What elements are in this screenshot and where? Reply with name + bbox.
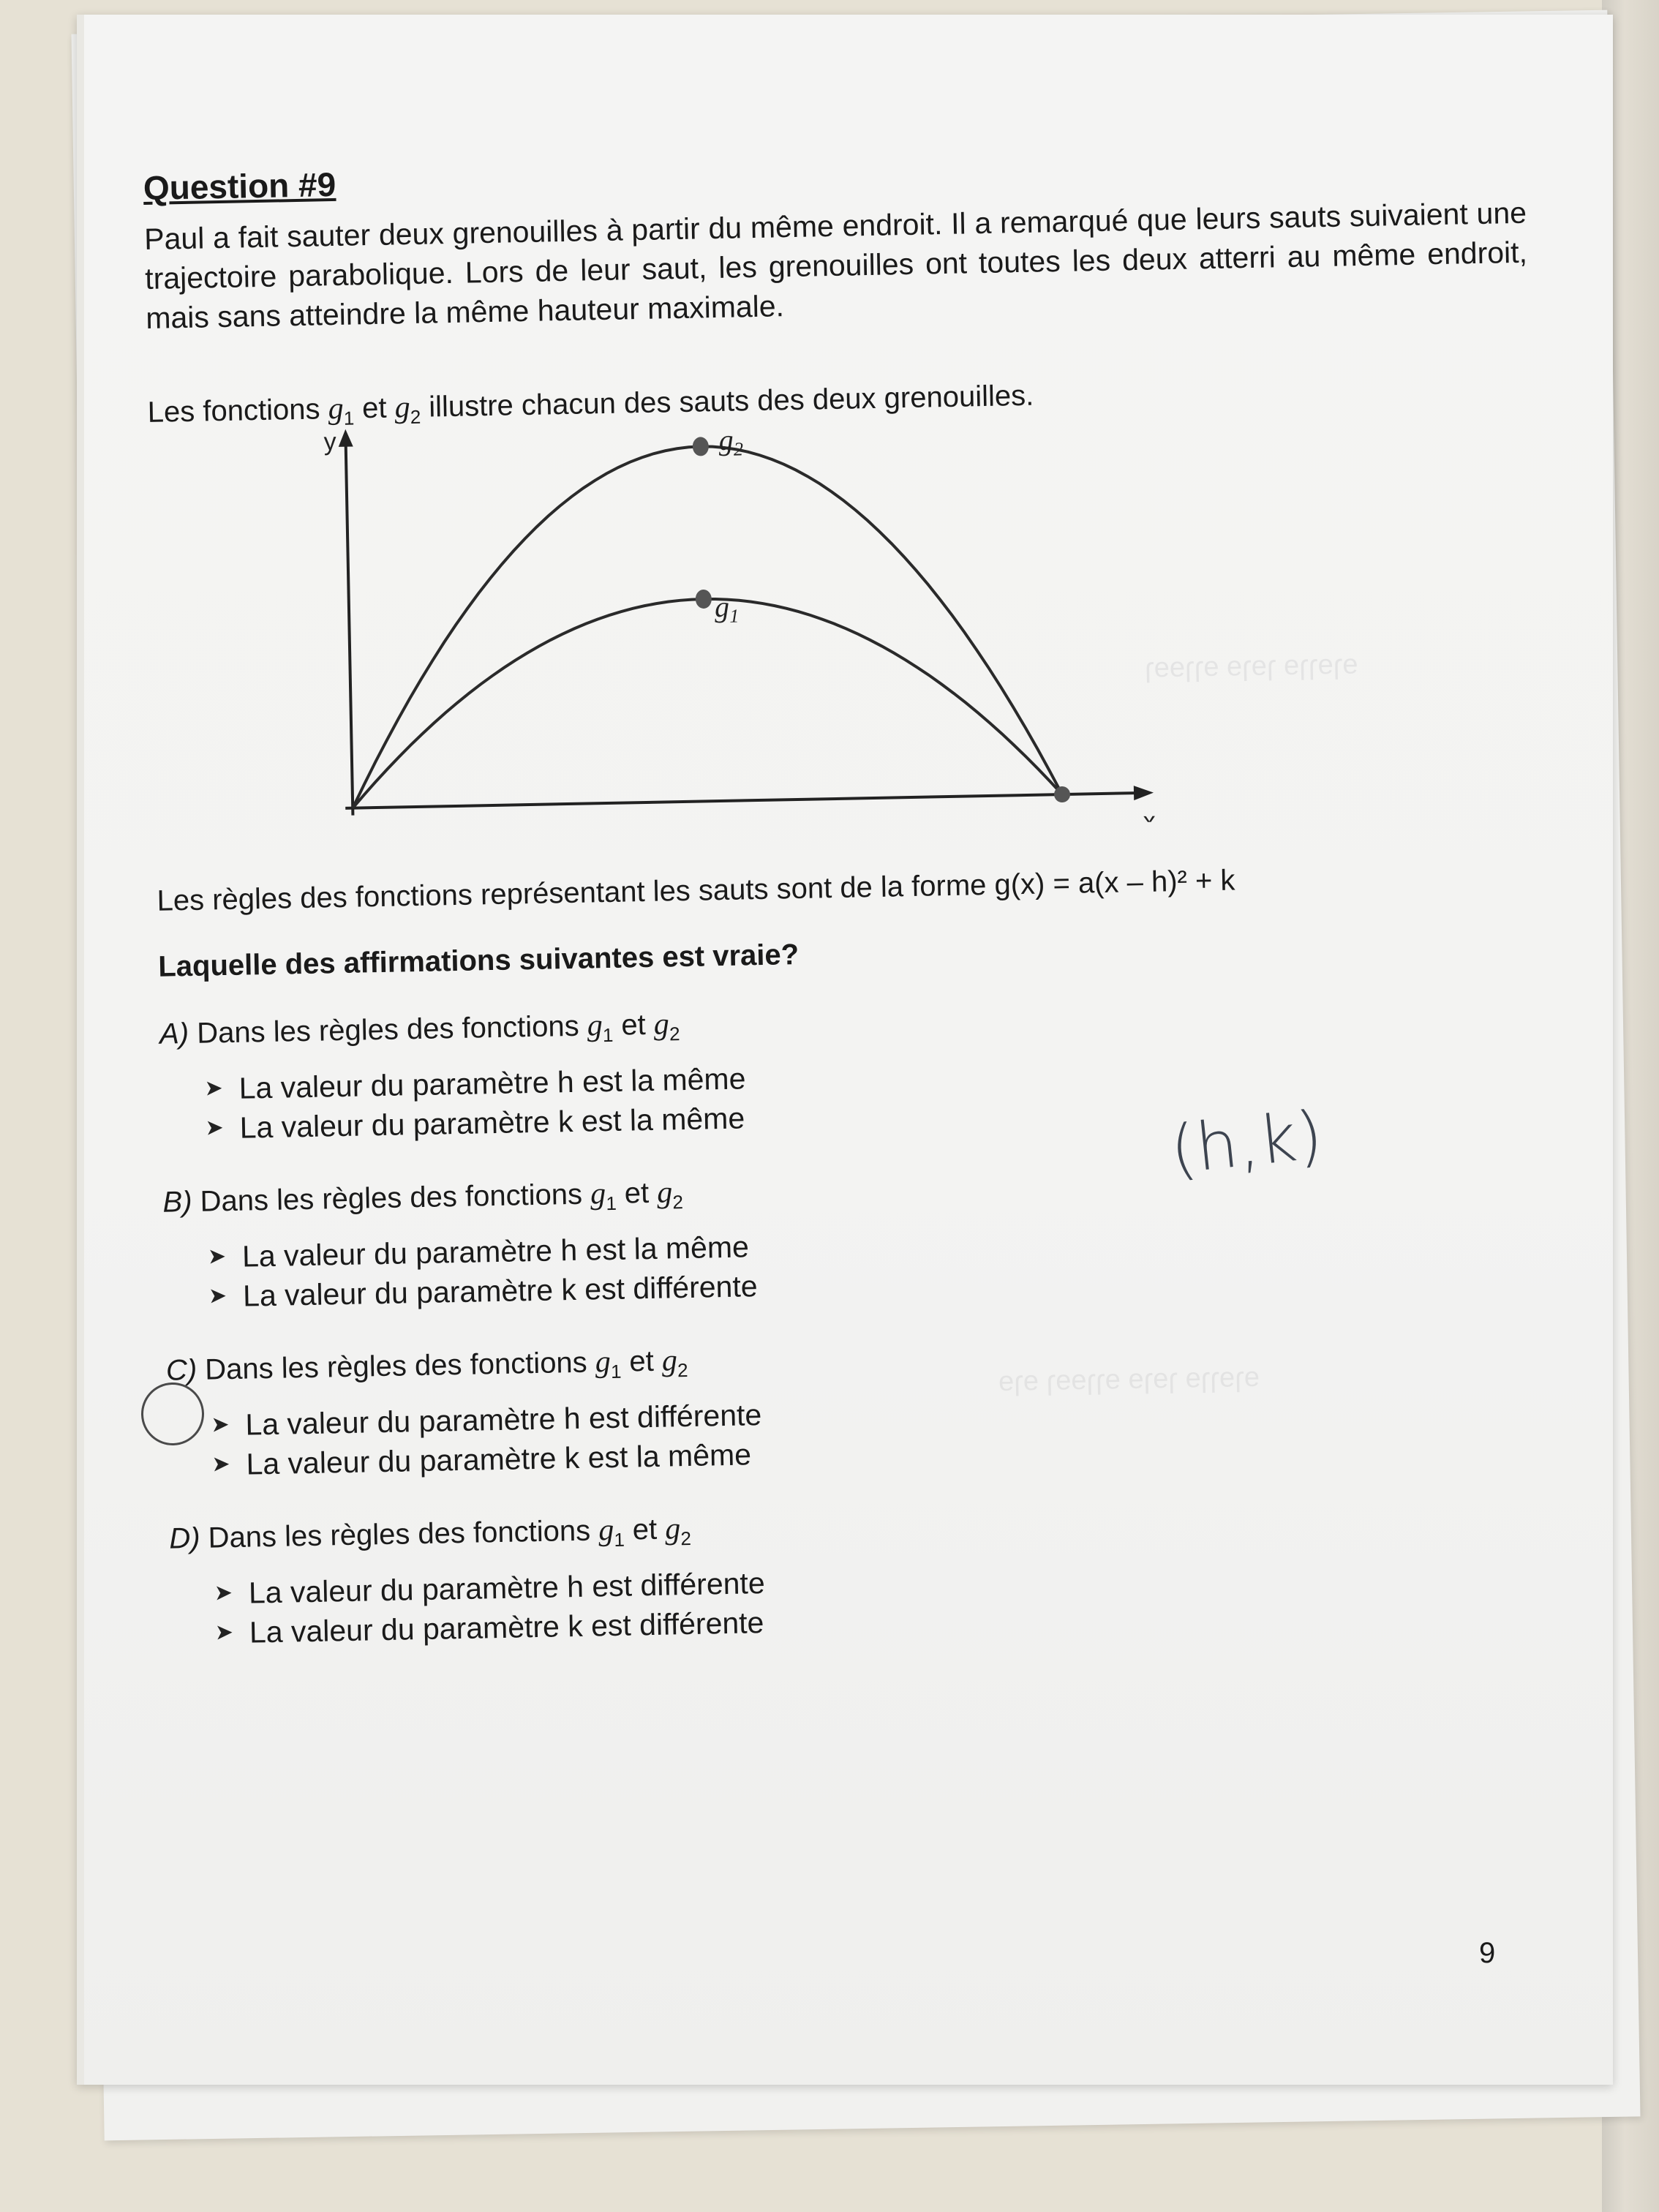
- rule-statement: Les règles des fonctions représentant les sauts sont de la forme g(x) = a(x – h)² + k: [157, 864, 1235, 917]
- arrow-bullet-icon: ➤: [204, 1076, 224, 1101]
- curve-g2: [346, 440, 1062, 808]
- et-text: et: [616, 1176, 658, 1210]
- functions-prefix: Les fonctions: [147, 393, 329, 429]
- option-letter: A): [159, 1017, 189, 1050]
- option-c[interactable]: [165, 1342, 762, 1486]
- et-text: et: [612, 1008, 655, 1042]
- bullet-text: La valeur du paramètre k est la même: [239, 1101, 745, 1145]
- option-head-text: Dans les règles des fonctions: [188, 1009, 588, 1050]
- option-b-heading: [162, 1173, 756, 1224]
- g1-subscript: 1: [606, 1192, 617, 1215]
- g1-symbol: g: [595, 1345, 612, 1380]
- g2-symbol: g: [394, 391, 411, 425]
- y-axis: [346, 439, 353, 816]
- g1-subscript: 1: [614, 1528, 625, 1551]
- g1-subscript: 1: [610, 1360, 622, 1383]
- functions-suffix: illustre chacun des sauts des deux grenouilles.: [420, 379, 1034, 424]
- vertex-point-g1: [696, 590, 712, 609]
- arrow-bullet-icon: ➤: [207, 1244, 227, 1269]
- arrow-bullet-icon: ➤: [211, 1452, 230, 1477]
- option-c-heading: [165, 1342, 761, 1392]
- bullet-text: La valeur du paramètre k est différente: [242, 1269, 758, 1313]
- g2-subscript: 2: [672, 1191, 684, 1214]
- g1-symbol: g: [590, 1177, 606, 1211]
- option-a[interactable]: [159, 1005, 747, 1148]
- option-b[interactable]: [162, 1173, 758, 1317]
- g2-subscript: 2: [680, 1527, 692, 1550]
- arrow-bullet-icon: ➤: [214, 1581, 233, 1606]
- g2-symbol: g: [664, 1512, 681, 1546]
- question-title: Question #9: [143, 165, 336, 207]
- bullet-text: La valeur du paramètre h est la même: [238, 1061, 746, 1105]
- question-content: [143, 127, 1564, 1799]
- g1-symbol: g: [598, 1513, 614, 1548]
- option-head-text: Dans les règles des fonctions: [192, 1178, 591, 1218]
- arrow-bullet-icon: ➤: [205, 1116, 225, 1140]
- g1-symbol: g: [587, 1009, 603, 1043]
- x-axis-arrow: [1134, 786, 1154, 801]
- intro-paragraph: Paul a fait sauter deux grenouilles à partir du même endroit. Il a remarqué que leurs sauts suivaient une trajectoire parabolique. Lors de leur saut, les grenouilles ont toutes les deux atterri au même endroit, mais sans atteindre la même hauteur maximale.: [143, 195, 1528, 335]
- g2-subscript: 2: [677, 1358, 688, 1382]
- bullet-text: La valeur du paramètre h est différente: [245, 1398, 762, 1442]
- x-axis-label: x: [1143, 807, 1156, 835]
- x-axis: [345, 793, 1135, 808]
- bleed-through-text: ɘɿɘɿɿɘ ɿɘɿɘ ɘɿɿɘɘɿ: [1144, 649, 1358, 684]
- page-number: 9: [1479, 1937, 1496, 1969]
- option-head-text: Dans les règles des fonctions: [200, 1514, 599, 1554]
- bleed-through-text: ɘɿɘɿɿɘ ɿɘɿɘ ɘɿɿɘɘɿ ɘɿɘ: [998, 1361, 1260, 1398]
- bullet-text: La valeur du paramètre k est la même: [246, 1437, 752, 1481]
- et-text: et: [620, 1344, 663, 1378]
- g2-symbol: g: [661, 1344, 678, 1378]
- curves-group: [346, 430, 1071, 816]
- handwritten-note: (h,k): [1167, 1096, 1326, 1189]
- arrow-bullet-icon: ➤: [208, 1284, 227, 1309]
- vertex-point-g2: [693, 437, 709, 456]
- curve-label-g2: $g_2$: [718, 423, 744, 460]
- bullet-text: La valeur du paramètre h est différente: [248, 1566, 766, 1610]
- g1-subscript: 1: [602, 1023, 614, 1047]
- y-axis-label: y: [323, 427, 336, 456]
- option-head-text: Dans les règles des fonctions: [196, 1346, 596, 1386]
- y-axis-arrow: [338, 429, 353, 447]
- option-d-heading: [169, 1510, 764, 1560]
- g2-subscript: 2: [410, 405, 421, 429]
- g2-symbol: g: [656, 1175, 673, 1210]
- option-letter: D): [168, 1521, 200, 1555]
- g1-subscript: 1: [343, 407, 355, 429]
- arrow-bullet-icon: ➤: [211, 1412, 230, 1437]
- question-prompt: Laquelle des affirmations suivantes est vraie?: [157, 938, 800, 983]
- functions-middle: et: [353, 391, 396, 425]
- bullet-text: La valeur du paramètre k est différente: [249, 1606, 764, 1649]
- arrow-bullet-icon: ➤: [214, 1620, 234, 1645]
- option-letter: C): [165, 1353, 198, 1387]
- g1-symbol: g: [328, 391, 345, 426]
- g2-subscript: 2: [669, 1023, 680, 1045]
- parabola-graph: [323, 412, 1173, 838]
- bullet-text: La valeur du paramètre h est la même: [241, 1230, 750, 1274]
- option-letter: B): [162, 1185, 192, 1219]
- et-text: et: [624, 1513, 666, 1546]
- option-d[interactable]: [169, 1510, 766, 1654]
- curve-label-g1: $g_1$: [714, 590, 740, 627]
- option-a-heading: [159, 1005, 745, 1055]
- g2-symbol: g: [653, 1007, 670, 1042]
